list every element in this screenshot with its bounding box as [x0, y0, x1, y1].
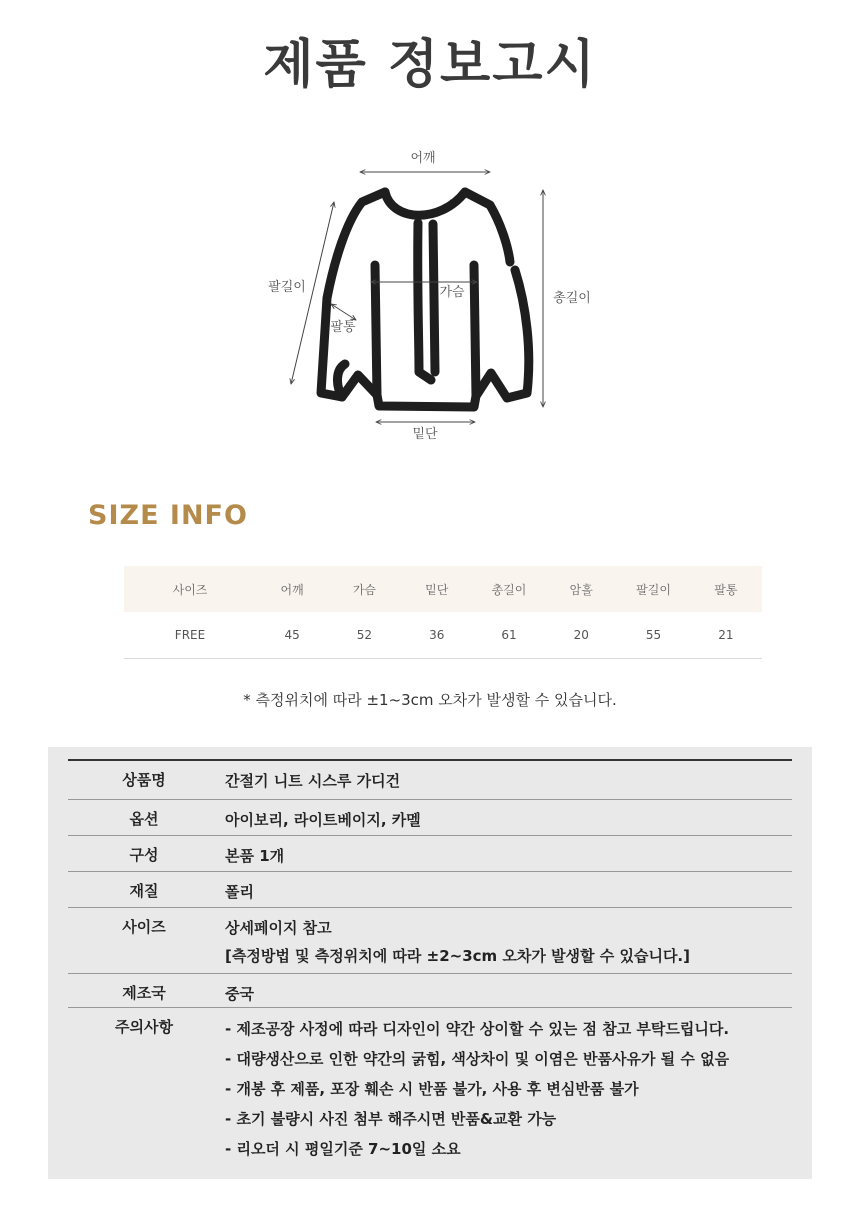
info-value-origin-text: 중국 [225, 985, 254, 1003]
cardigan-outline [321, 192, 529, 407]
product-info-table [68, 759, 792, 1173]
info-value-notice [220, 1008, 792, 1173]
info-value-size-text: 상세페이지 참고 [225, 919, 332, 937]
info-label-name: 상품명 [122, 771, 166, 789]
info-value-composition [220, 836, 792, 871]
list-item: - 초기 불량시 사진 첨부 해주시면 반품&교환 가능 [225, 1110, 557, 1128]
header-sleeve-length: 팔길이 [617, 566, 689, 612]
info-row-option [68, 800, 792, 836]
info-value-origin [220, 974, 792, 1007]
info-row-composition [68, 836, 792, 872]
label-total-length: 총길이 [553, 291, 591, 306]
header-size: 사이즈 [124, 566, 256, 612]
cell-chest: 52 [328, 612, 400, 659]
header-chest: 가슴 [328, 566, 400, 612]
info-row-notice [68, 1008, 792, 1173]
page-title: 제품 정보고시 [263, 35, 597, 95]
header-total-length: 총길이 [473, 566, 545, 612]
cell-total-length: 61 [473, 612, 545, 659]
label-sleeve-length: 팔길이 [268, 280, 306, 295]
cell-armhole: 20 [545, 612, 617, 659]
info-label-material: 재질 [129, 882, 159, 900]
label-chest: 가슴 [439, 285, 465, 300]
header-armhole: 암홀 [545, 566, 617, 612]
size-info-heading: SIZE INFO [88, 500, 248, 531]
label-hem: 밑단 [412, 427, 438, 442]
info-label-option: 옵션 [129, 810, 159, 828]
info-label-composition: 구성 [129, 846, 159, 864]
size-diagram [0, 0, 860, 470]
header-sleeve-width: 팔통 [690, 566, 762, 612]
header-shoulder: 어깨 [256, 566, 328, 612]
size-table [124, 566, 762, 659]
info-value-material [220, 872, 792, 907]
info-row-origin [68, 974, 792, 1008]
info-value-composition-text: 본품 1개 [225, 847, 285, 865]
info-row-name [68, 761, 792, 800]
info-value-option [220, 800, 792, 835]
label-shoulder: 어깨 [410, 151, 436, 166]
cell-hem: 36 [401, 612, 473, 659]
info-label-origin: 제조국 [122, 984, 166, 1002]
list-item: - 리오더 시 평일기준 7~10일 소요 [225, 1140, 461, 1158]
header-hem: 밑단 [401, 566, 473, 612]
cell-sleeve-width: 21 [690, 612, 762, 659]
list-item: - 개봉 후 제품, 포장 훼손 시 반품 불가, 사용 후 변심반품 불가 [225, 1080, 639, 1098]
info-value-name-text: 간절기 니트 시스루 가디건 [225, 772, 401, 790]
size-note: * 측정위치에 따라 ±1~3cm 오차가 발생할 수 있습니다. [243, 691, 617, 709]
info-label-notice: 주의사항 [115, 1018, 173, 1036]
info-row-size [68, 908, 792, 974]
info-value-material-text: 폴리 [225, 883, 254, 901]
info-value-size-note: [측정방법 및 측정위치에 따라 ±2~3cm 오차가 발생할 수 있습니다.] [225, 947, 690, 965]
product-info-box [48, 747, 812, 1179]
label-sleeve-width: 팔통 [330, 320, 356, 335]
info-row-material [68, 872, 792, 908]
cell-size: FREE [124, 612, 256, 659]
list-item: - 대량생산으로 인한 약간의 굵힘, 색상차이 및 이염은 반품사유가 될 수 없음 [225, 1050, 730, 1068]
info-label-size: 사이즈 [122, 918, 166, 936]
cell-shoulder: 45 [256, 612, 328, 659]
info-value-name [220, 761, 792, 799]
table-row [124, 612, 762, 659]
cell-sleeve-length: 55 [617, 612, 689, 659]
list-item: - 제조공장 사정에 따라 디자인이 약간 상이할 수 있는 점 참고 부탁드립니다. [225, 1020, 730, 1038]
info-value-size [220, 908, 792, 973]
size-table-header-row [124, 566, 762, 612]
info-value-option-text: 아이보리, 라이트베이지, 카멜 [225, 811, 421, 829]
